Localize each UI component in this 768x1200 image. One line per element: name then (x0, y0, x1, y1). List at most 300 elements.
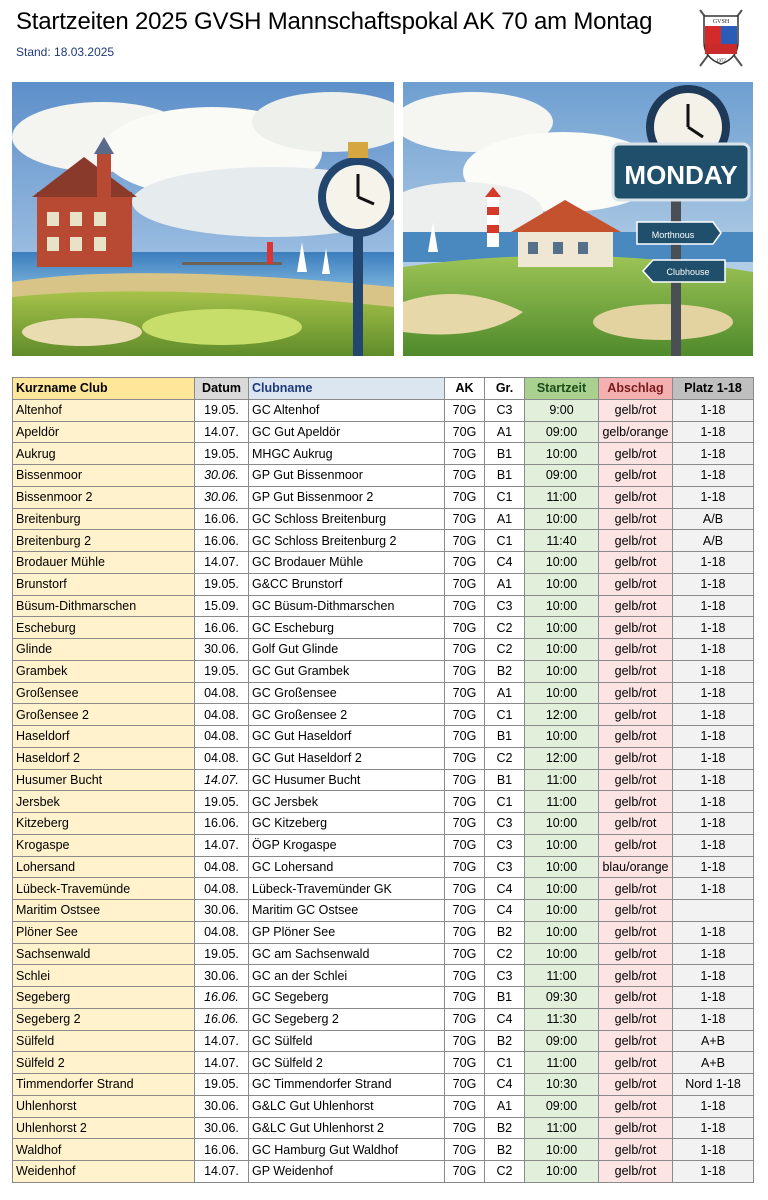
cell-start: 11:00 (525, 769, 599, 791)
cell-platz: 1-18 (673, 1161, 754, 1183)
cell-platz: 1-18 (673, 465, 754, 487)
cell-ak: 70G (445, 1139, 485, 1161)
cell-clubname: GP Gut Bissenmoor 2 (249, 486, 445, 508)
cell-group: C1 (485, 1052, 525, 1074)
cell-clubname: GC Gut Haseldorf (249, 726, 445, 748)
cell-clubname: GC Altenhof (249, 399, 445, 421)
table-row (13, 595, 754, 617)
cell-group: C3 (485, 595, 525, 617)
cell-ak: 70G (445, 443, 485, 465)
cell-group: C2 (485, 1161, 525, 1183)
cell-club: Krogaspe (13, 834, 195, 856)
cell-ak: 70G (445, 813, 485, 835)
cell-club: Escheburg (13, 617, 195, 639)
cell-date: 30.06. (195, 965, 249, 987)
cell-tee: gelb/rot (599, 943, 673, 965)
table-row (13, 834, 754, 856)
cell-start: 11:00 (525, 965, 599, 987)
cell-platz: 1-18 (673, 726, 754, 748)
cell-club: Lohersand (13, 856, 195, 878)
cell-club: Bissenmoor 2 (13, 486, 195, 508)
cell-ak: 70G (445, 900, 485, 922)
table-row (13, 1074, 754, 1096)
cell-ak: 70G (445, 834, 485, 856)
cell-start: 11:40 (525, 530, 599, 552)
cell-start: 12:00 (525, 747, 599, 769)
table-row (13, 1095, 754, 1117)
cell-club: Haseldorf (13, 726, 195, 748)
table-row (13, 878, 754, 900)
table-row (13, 900, 754, 922)
table-row (13, 682, 754, 704)
cell-platz: 1-18 (673, 943, 754, 965)
table-row (13, 552, 754, 574)
cell-platz: 1-18 (673, 1117, 754, 1139)
table-row (13, 421, 754, 443)
cell-start: 10:00 (525, 878, 599, 900)
cell-ak: 70G (445, 552, 485, 574)
cell-tee: gelb/rot (599, 1139, 673, 1161)
cell-group: C3 (485, 834, 525, 856)
table-row (13, 726, 754, 748)
cell-clubname: GC Großensee (249, 682, 445, 704)
cell-club: Husumer Bucht (13, 769, 195, 791)
cell-date: 16.06. (195, 530, 249, 552)
cell-platz: 1-18 (673, 443, 754, 465)
cell-start: 10:00 (525, 552, 599, 574)
table-row (13, 660, 754, 682)
cell-tee: gelb/rot (599, 1117, 673, 1139)
cell-date: 19.05. (195, 791, 249, 813)
cell-platz: 1-18 (673, 791, 754, 813)
cell-group: B1 (485, 769, 525, 791)
cell-platz: A/B (673, 530, 754, 552)
cell-platz: 1-18 (673, 965, 754, 987)
cell-platz: 1-18 (673, 704, 754, 726)
cell-date: 15.09. (195, 595, 249, 617)
cell-tee: gelb/rot (599, 747, 673, 769)
cell-ak: 70G (445, 791, 485, 813)
cell-tee: gelb/rot (599, 1095, 673, 1117)
cell-ak: 70G (445, 1117, 485, 1139)
cell-clubname: Maritim GC Ostsee (249, 900, 445, 922)
cell-club: Jersbek (13, 791, 195, 813)
cell-clubname: GC Sülfeld 2 (249, 1052, 445, 1074)
cell-tee: gelb/rot (599, 595, 673, 617)
cell-start: 10:00 (525, 943, 599, 965)
cell-group: A1 (485, 421, 525, 443)
cell-club: Plöner See (13, 921, 195, 943)
table-row (13, 856, 754, 878)
cell-platz: 1-18 (673, 878, 754, 900)
cell-clubname: G&CC Brunstorf (249, 573, 445, 595)
cell-platz: A+B (673, 1030, 754, 1052)
cell-group: B1 (485, 443, 525, 465)
cell-group: C1 (485, 530, 525, 552)
monday-sign-text: MONDAY (624, 160, 738, 190)
cell-group: C2 (485, 747, 525, 769)
cell-group: C1 (485, 486, 525, 508)
cell-tee: gelb/rot (599, 465, 673, 487)
cell-start: 10:00 (525, 573, 599, 595)
cell-clubname: GC Gut Haseldorf 2 (249, 747, 445, 769)
cell-ak: 70G (445, 921, 485, 943)
cell-group: C4 (485, 900, 525, 922)
cell-group: C3 (485, 813, 525, 835)
cell-club: Breitenburg 2 (13, 530, 195, 552)
cell-platz: 1-18 (673, 856, 754, 878)
cell-start: 11:00 (525, 1052, 599, 1074)
cell-club: Grambek (13, 660, 195, 682)
table-row (13, 791, 754, 813)
col-header-start: Startzeit (525, 378, 599, 400)
cell-club: Maritim Ostsee (13, 900, 195, 922)
gvsh-logo (694, 4, 748, 70)
table-row (13, 465, 754, 487)
table-row (13, 747, 754, 769)
table-row (13, 1139, 754, 1161)
cell-ak: 70G (445, 573, 485, 595)
cell-group: A1 (485, 508, 525, 530)
cell-date: 19.05. (195, 443, 249, 465)
cell-start: 09:00 (525, 465, 599, 487)
cell-clubname: GC Gut Apeldör (249, 421, 445, 443)
cell-platz: 1-18 (673, 834, 754, 856)
cell-platz: 1-18 (673, 1095, 754, 1117)
cell-tee: gelb/rot (599, 769, 673, 791)
cell-date: 04.08. (195, 704, 249, 726)
table-row (13, 399, 754, 421)
cell-tee: gelb/rot (599, 921, 673, 943)
cell-ak: 70G (445, 726, 485, 748)
cell-tee: gelb/rot (599, 486, 673, 508)
cell-clubname: MHGC Aukrug (249, 443, 445, 465)
cell-group: C4 (485, 878, 525, 900)
cell-date: 04.08. (195, 878, 249, 900)
cell-tee: gelb/rot (599, 791, 673, 813)
cell-start: 10:00 (525, 660, 599, 682)
cell-ak: 70G (445, 1008, 485, 1030)
cell-tee: gelb/rot (599, 726, 673, 748)
cell-clubname: GC Lohersand (249, 856, 445, 878)
cell-start: 10:00 (525, 508, 599, 530)
cell-platz: A+B (673, 1052, 754, 1074)
cell-date: 30.06. (195, 1095, 249, 1117)
cell-club: Altenhof (13, 399, 195, 421)
cell-tee: gelb/rot (599, 1008, 673, 1030)
cell-start: 11:00 (525, 1117, 599, 1139)
cell-ak: 70G (445, 1052, 485, 1074)
cell-club: Waldhof (13, 1139, 195, 1161)
cell-start: 10:00 (525, 682, 599, 704)
cell-start: 10:00 (525, 443, 599, 465)
cell-start: 10:30 (525, 1074, 599, 1096)
cell-ak: 70G (445, 769, 485, 791)
cell-tee: gelb/rot (599, 704, 673, 726)
cell-group: A1 (485, 573, 525, 595)
table-header-row (13, 378, 754, 400)
cell-club: Apeldör (13, 421, 195, 443)
cell-clubname: Golf Gut Glinde (249, 639, 445, 661)
cell-start: 09:00 (525, 421, 599, 443)
cell-date: 04.08. (195, 856, 249, 878)
clubhouse-arrow-text: Clubhouse (666, 267, 710, 277)
cell-date: 16.06. (195, 508, 249, 530)
cell-start: 10:00 (525, 595, 599, 617)
table-row (13, 639, 754, 661)
cell-platz: 1-18 (673, 552, 754, 574)
cell-platz: 1-18 (673, 573, 754, 595)
cell-ak: 70G (445, 747, 485, 769)
cell-tee: gelb/rot (599, 443, 673, 465)
cell-club: Schlei (13, 965, 195, 987)
cell-clubname: GP Plöner See (249, 921, 445, 943)
morthnous-arrow-text: Morthnous (651, 230, 695, 240)
cell-clubname: GC Gut Grambek (249, 660, 445, 682)
cell-group: B2 (485, 1139, 525, 1161)
cell-clubname: GC Schloss Breitenburg (249, 508, 445, 530)
cell-platz: 1-18 (673, 1008, 754, 1030)
cell-clubname: GC Segeberg (249, 987, 445, 1009)
cell-group: A1 (485, 682, 525, 704)
cell-date: 16.06. (195, 813, 249, 835)
cell-start: 11:30 (525, 1008, 599, 1030)
cell-start: 10:00 (525, 726, 599, 748)
col-header-ak: AK (445, 378, 485, 400)
cell-club: Glinde (13, 639, 195, 661)
cell-platz: 1-18 (673, 769, 754, 791)
illustration-monday-sign (403, 82, 753, 356)
col-header-clubname: Clubname (249, 378, 445, 400)
cell-club: Segeberg (13, 987, 195, 1009)
table-row (13, 617, 754, 639)
cell-date: 04.08. (195, 726, 249, 748)
cell-date: 14.07. (195, 769, 249, 791)
cell-ak: 70G (445, 421, 485, 443)
cell-ak: 70G (445, 617, 485, 639)
cell-clubname: GC Kitzeberg (249, 813, 445, 835)
cell-tee: gelb/rot (599, 1052, 673, 1074)
cell-club: Büsum-Dithmarschen (13, 595, 195, 617)
cell-club: Brunstorf (13, 573, 195, 595)
cell-start: 09:00 (525, 1095, 599, 1117)
cell-tee: gelb/rot (599, 900, 673, 922)
cell-tee: gelb/rot (599, 1030, 673, 1052)
table-row (13, 704, 754, 726)
cell-date: 14.07. (195, 1052, 249, 1074)
cell-date: 30.06. (195, 1117, 249, 1139)
cell-platz: 1-18 (673, 747, 754, 769)
cell-platz: 1-18 (673, 813, 754, 835)
cell-clubname: Lübeck-Travemünder GK (249, 878, 445, 900)
cell-date: 30.06. (195, 465, 249, 487)
cell-platz: 1-18 (673, 639, 754, 661)
cell-clubname: GC am Sachsenwald (249, 943, 445, 965)
schedule-table (12, 377, 754, 1183)
cell-group: B1 (485, 726, 525, 748)
svg-text:1972: 1972 (716, 59, 726, 64)
table-row (13, 987, 754, 1009)
cell-group: A1 (485, 1095, 525, 1117)
cell-clubname: GP Gut Bissenmoor (249, 465, 445, 487)
cell-clubname: GC Büsum-Dithmarschen (249, 595, 445, 617)
cell-tee: gelb/rot (599, 399, 673, 421)
cell-group: C3 (485, 965, 525, 987)
cell-group: B2 (485, 1030, 525, 1052)
cell-platz: 1-18 (673, 486, 754, 508)
cell-clubname: GC Husumer Bucht (249, 769, 445, 791)
table-row (13, 1008, 754, 1030)
cell-clubname: GC Hamburg Gut Waldhof (249, 1139, 445, 1161)
cell-club: Aukrug (13, 443, 195, 465)
cell-tee: gelb/rot (599, 573, 673, 595)
cell-tee: gelb/orange (599, 421, 673, 443)
cell-clubname: GC Segeberg 2 (249, 1008, 445, 1030)
cell-start: 10:00 (525, 813, 599, 835)
table-row (13, 965, 754, 987)
cell-group: B1 (485, 465, 525, 487)
cell-club: Bissenmoor (13, 465, 195, 487)
cell-ak: 70G (445, 508, 485, 530)
cell-group: B2 (485, 660, 525, 682)
cell-ak: 70G (445, 965, 485, 987)
cell-tee: gelb/rot (599, 682, 673, 704)
cell-ak: 70G (445, 399, 485, 421)
cell-date: 14.07. (195, 552, 249, 574)
cell-clubname: GC Jersbek (249, 791, 445, 813)
cell-date: 14.07. (195, 421, 249, 443)
cell-ak: 70G (445, 1161, 485, 1183)
cell-date: 14.07. (195, 1161, 249, 1183)
cell-ak: 70G (445, 704, 485, 726)
cell-date: 19.05. (195, 1074, 249, 1096)
cell-club: Uhlenhorst (13, 1095, 195, 1117)
cell-date: 04.08. (195, 747, 249, 769)
cell-clubname: G&LC Gut Uhlenhorst (249, 1095, 445, 1117)
cell-start: 10:00 (525, 856, 599, 878)
table-row (13, 1030, 754, 1052)
cell-club: Sülfeld (13, 1030, 195, 1052)
cell-ak: 70G (445, 856, 485, 878)
cell-club: Großensee 2 (13, 704, 195, 726)
cell-date: 19.05. (195, 573, 249, 595)
cell-platz: A/B (673, 508, 754, 530)
cell-group: B1 (485, 987, 525, 1009)
cell-start: 11:00 (525, 791, 599, 813)
cell-club: Brodauer Mühle (13, 552, 195, 574)
cell-platz: 1-18 (673, 399, 754, 421)
cell-start: 10:00 (525, 639, 599, 661)
cell-group: C2 (485, 943, 525, 965)
cell-group: B2 (485, 1117, 525, 1139)
cell-tee: gelb/rot (599, 878, 673, 900)
cell-group: C3 (485, 856, 525, 878)
cell-date: 19.05. (195, 399, 249, 421)
table-row (13, 573, 754, 595)
cell-tee: gelb/rot (599, 617, 673, 639)
cell-date: 16.06. (195, 1008, 249, 1030)
cell-platz: Nord 1-18 (673, 1074, 754, 1096)
illustration-clubhouse-clock (12, 82, 394, 356)
cell-club: Sülfeld 2 (13, 1052, 195, 1074)
table-row (13, 486, 754, 508)
cell-clubname: GC Brodauer Mühle (249, 552, 445, 574)
table-row (13, 769, 754, 791)
cell-tee: gelb/rot (599, 552, 673, 574)
cell-tee: gelb/rot (599, 1161, 673, 1183)
cell-tee: blau/orange (599, 856, 673, 878)
cell-group: C1 (485, 704, 525, 726)
cell-tee: gelb/rot (599, 508, 673, 530)
table-row (13, 921, 754, 943)
page-title: Startzeiten 2025 GVSH Mannschaftspokal AK 70 am Montag (16, 8, 653, 35)
cell-date: 30.06. (195, 900, 249, 922)
cell-clubname: GC Escheburg (249, 617, 445, 639)
cell-clubname: GC Timmendorfer Strand (249, 1074, 445, 1096)
cell-ak: 70G (445, 465, 485, 487)
cell-date: 16.06. (195, 987, 249, 1009)
cell-club: Sachsenwald (13, 943, 195, 965)
table-row (13, 1117, 754, 1139)
cell-date: 14.07. (195, 1030, 249, 1052)
cell-date: 04.08. (195, 921, 249, 943)
table-row (13, 530, 754, 552)
cell-ak: 70G (445, 1030, 485, 1052)
cell-clubname: GC Großensee 2 (249, 704, 445, 726)
cell-start: 10:00 (525, 921, 599, 943)
cell-ak: 70G (445, 1095, 485, 1117)
cell-date: 16.06. (195, 617, 249, 639)
cell-group: C2 (485, 639, 525, 661)
cell-ak: 70G (445, 1074, 485, 1096)
cell-date: 14.07. (195, 834, 249, 856)
cell-platz: 1-18 (673, 682, 754, 704)
col-header-group: Gr. (485, 378, 525, 400)
cell-club: Timmendorfer Strand (13, 1074, 195, 1096)
cell-club: Breitenburg (13, 508, 195, 530)
cell-group: C4 (485, 552, 525, 574)
cell-club: Großensee (13, 682, 195, 704)
cell-clubname: GC Sülfeld (249, 1030, 445, 1052)
cell-start: 11:00 (525, 486, 599, 508)
cell-club: Segeberg 2 (13, 1008, 195, 1030)
cell-clubname: ÖGP Krogaspe (249, 834, 445, 856)
cell-platz: 1-18 (673, 921, 754, 943)
cell-clubname: GC Schloss Breitenburg 2 (249, 530, 445, 552)
cell-platz (673, 900, 754, 922)
cell-tee: gelb/rot (599, 530, 673, 552)
col-header-platz: Platz 1-18 (673, 378, 754, 400)
col-header-tee: Abschlag (599, 378, 673, 400)
cell-start: 10:00 (525, 1161, 599, 1183)
cell-platz: 1-18 (673, 1139, 754, 1161)
cell-start: 09:00 (525, 1030, 599, 1052)
col-header-date: Datum (195, 378, 249, 400)
table-row (13, 1161, 754, 1183)
cell-ak: 70G (445, 639, 485, 661)
cell-date: 19.05. (195, 660, 249, 682)
cell-club: Haseldorf 2 (13, 747, 195, 769)
table-row (13, 508, 754, 530)
cell-ak: 70G (445, 530, 485, 552)
cell-platz: 1-18 (673, 987, 754, 1009)
cell-platz: 1-18 (673, 617, 754, 639)
cell-platz: 1-18 (673, 421, 754, 443)
cell-ak: 70G (445, 486, 485, 508)
cell-clubname: GP Weidenhof (249, 1161, 445, 1183)
svg-text:GVSH: GVSH (712, 19, 730, 25)
cell-tee: gelb/rot (599, 660, 673, 682)
